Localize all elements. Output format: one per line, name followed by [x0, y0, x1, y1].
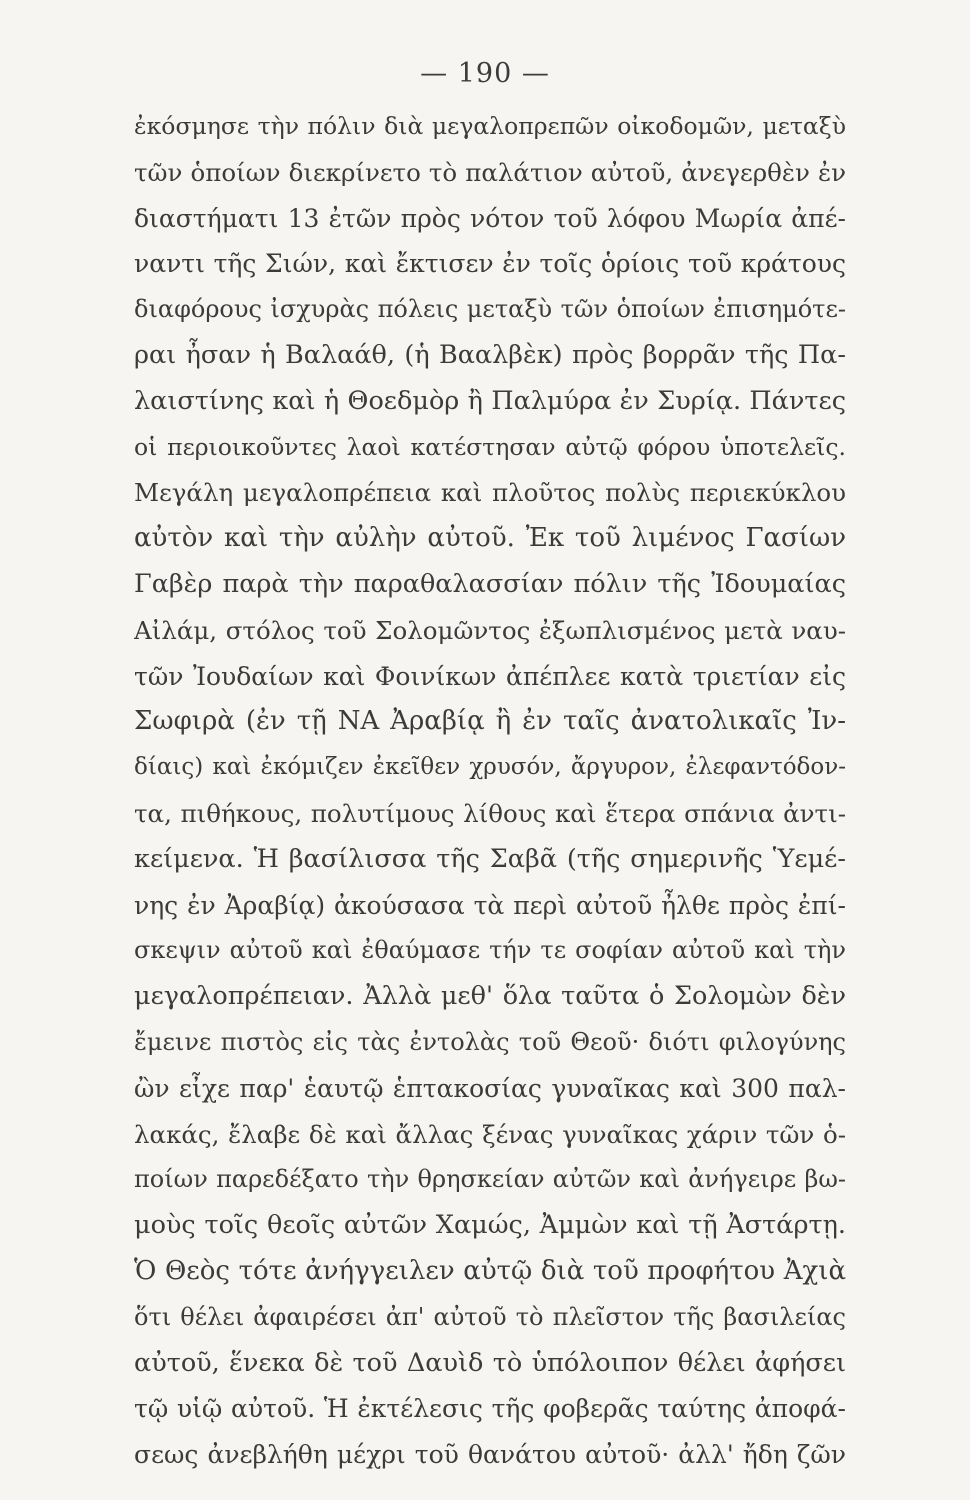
- text-line: λακάς, ἔλαβε δὲ καὶ ἄλλας ξένας γυναῖκας χάριν τῶν ὁ-: [134, 1119, 846, 1149]
- text-line: ἔμεινε πιστὸς εἰς τὰς ἐντολὰς τοῦ Θεοῦ· διότι φιλογύνης: [134, 1027, 846, 1056]
- page-number: — 190 —: [420, 58, 550, 89]
- text-line: Σωφιρὰ (ἐν τῇ ΝΑ Ἀραβίᾳ ἢ ἐν ταῖς ἀνατολικαῖς Ἰν-: [134, 706, 846, 737]
- text-line: αὐτὸν καὶ τὴν αὐλὴν αὐτοῦ. Ἐκ τοῦ λιμένος Γασίων: [134, 523, 846, 554]
- text-line: ποίων παρεδέξατο τὴν θρησκείαν αὐτῶν καὶ ἀνήγειρε βω-: [134, 1165, 846, 1194]
- text-line: νης ἐν Ἀραβίᾳ) ἀκούσασα τὰ περὶ αὐτοῦ ἦλθε πρὸς ἐπί-: [134, 890, 846, 920]
- text-line: λαιστίνης καὶ ἡ Θοεδμὸρ ἢ Παλμύρα ἐν Συρίᾳ. Πάντες: [134, 385, 846, 416]
- text-line: σεως ἀνεβλήθη μέχρι τοῦ θανάτου αὐτοῦ· ἀλλ' ἤδη ζῶν: [134, 1440, 846, 1470]
- text-line: Γαβὲρ παρὰ τὴν παραθαλασσίαν πόλιν τῆς Ἰδουμαίας: [134, 568, 846, 599]
- text-line: μοὺς τοῖς θεοῖς αὐτῶν Χαμώς, Ἀμμὼν καὶ τῇ Ἀστάρτῃ.: [134, 1210, 846, 1241]
- text-line: αὐτοῦ, ἕνεκα δὲ τοῦ Δαυὶδ τὸ ὑπόλοιπον θέλει ἀφήσει: [134, 1347, 846, 1378]
- text-line: κείμενα. Ἡ βασίλισσα τῆς Σαβᾶ (τῆς σημερινῆς Ὑεμέ-: [134, 843, 846, 874]
- text-line: τῶν ὁποίων διεκρίνετο τὸ παλάτιον αὐτοῦ, ἀνεγερθὲν ἐν: [134, 157, 846, 187]
- text-line: Ὁ Θεὸς τότε ἀνήγγειλεν αὐτῷ διὰ τοῦ προφήτου Ἀχιὰ: [134, 1255, 846, 1286]
- text-line: τα, πιθήκους, πολυτίμους λίθους καὶ ἕτερα σπάνια ἀντι-: [134, 798, 846, 828]
- text-line: διαφόρους ἰσχυρὰς πόλεις μεταξὺ τῶν ὁποίων ἐπισημότε-: [134, 295, 846, 324]
- body-text: [134, 104, 846, 1478]
- text-line: ἐκόσμησε τὴν πόλιν διὰ μεγαλοπρεπῶν οἰκοδομῶν, μεταξὺ: [134, 112, 846, 140]
- text-line: ὢν εἶχε παρ' ἑαυτῷ ἑπτακοσίας γυναῖκας καὶ 300 παλ-: [134, 1073, 846, 1103]
- text-line: ὅτι θέλει ἀφαιρέσει ἀπ' αὐτοῦ τὸ πλεῖστον τῆς βασιλείας: [134, 1302, 846, 1331]
- text-line: οἱ περιοικοῦντες λαοὶ κατέστησαν αὐτῷ φόρου ὑποτελεῖς.: [134, 432, 846, 461]
- text-line: ναντι τῆς Σιών, καὶ ἔκτισεν ἐν τοῖς ὁρίοις τοῦ κράτους: [134, 249, 846, 279]
- text-line: ραι ἦσαν ἡ Βαλαάθ, (ἡ Βααλβὲκ) πρὸς βορρᾶν τῆς Πα-: [134, 339, 846, 370]
- text-line: τῶν Ἰουδαίων καὶ Φοινίκων ἀπέπλεε κατὰ τριετίαν εἰς: [134, 661, 846, 691]
- text-line: Μεγάλη μεγαλοπρέπεια καὶ πλοῦτος πολὺς περιεκύκλου: [134, 478, 846, 508]
- text-line: Αἰλάμ, στόλος τοῦ Σολομῶντος ἐξωπλισμένος μετὰ ναυ-: [134, 615, 846, 645]
- text-line: μεγαλοπρέπειαν. Ἀλλὰ μεθ' ὅλα ταῦτα ὁ Σολομὼν δὲν: [134, 981, 846, 1012]
- text-line: διαστήματι 13 ἐτῶν πρὸς νότον τοῦ λόφου Μωρία ἀπέ-: [134, 203, 846, 233]
- text-line: δίαις) καὶ ἐκόμιζεν ἐκεῖθεν χρυσόν, ἄργυρον, ἐλεφαντόδον-: [134, 754, 846, 781]
- text-line: σκεψιν αὐτοῦ καὶ ἐθαύμασε τήν τε σοφίαν αὐτοῦ καὶ τὴν: [134, 936, 846, 965]
- text-line: τῷ υἱῷ αὐτοῦ. Ἡ ἐκτέλεσις τῆς φοβερᾶς ταύτης ἀποφά-: [134, 1394, 846, 1424]
